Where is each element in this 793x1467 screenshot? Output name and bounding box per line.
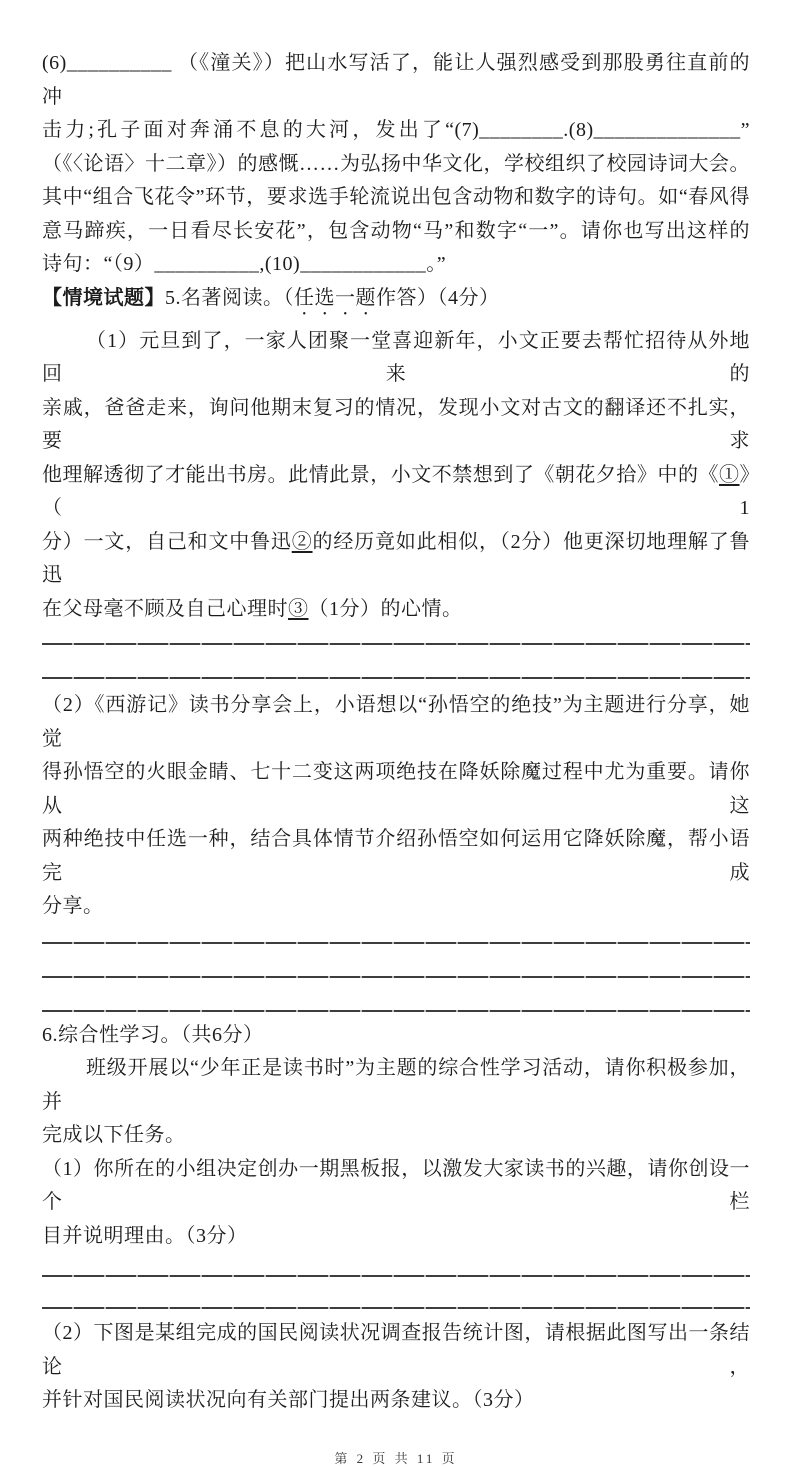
q6-part2-line: 并针对国民阅读状况向有关部门提出两条建议。（3分） — [42, 1389, 535, 1411]
q5-part1-line-text: 的经历竟如此相似，（2分）他更深切地理解了鲁迅 — [42, 530, 751, 586]
q5-part1-line-text: 他理解透彻了才能出书房。此情此景，小文不禁想到了《朝花夕拾》中的《 — [42, 463, 719, 486]
q5-part1-line-text: 在父母毫不顾及自己心理时 — [42, 597, 288, 620]
q5-heading-emphasis: 任选一题 — [294, 286, 376, 309]
page-footer: 第 2 页 共 11 页 — [334, 1450, 458, 1466]
q5-part2-line: 分享。 — [42, 895, 104, 917]
answer-line — [42, 1275, 750, 1277]
q5-part2-line: （2）《西游记》读书分享会上，小语想以“孙悟空的绝技”为主题进行分享，她觉 — [42, 694, 750, 750]
q4-line: 诗句：“（9）__________,(10)____________。” — [42, 253, 447, 275]
q5-heading-pre: 5.名著阅读。（ — [165, 286, 294, 309]
answer-line — [42, 1010, 750, 1012]
q6-intro-line: 班级开展以“少年正是读书时”为主题的综合性学习活动，请你积极参加，并 — [42, 1057, 750, 1113]
q4-line: 意马蹄疾，一日看尽长安花”，包含动物“马”和数字“一”。请你也写出这样的 — [42, 219, 750, 242]
question-5 — [42, 282, 750, 1012]
q6-part2 — [42, 1317, 750, 1418]
q4-line: （《〈论语〉十二章》）的感慨……为弘扬中华文化，学校组织了校园诗词大会。 — [42, 152, 750, 175]
q5-part1-line-text: （1分）的心情。 — [308, 597, 463, 620]
answer-line — [42, 942, 750, 944]
q6-heading: 6.综合性学习。（共6分） — [42, 1023, 264, 1046]
q5-heading-tag: 【情境试题】 — [42, 286, 165, 309]
answer-line — [42, 677, 750, 679]
q5-part1-line: 亲戚，爸爸走来，询问他期末复习的情况，发现小文对古文的翻译还不扎实，要求 — [42, 396, 750, 452]
q5-part2 — [42, 689, 750, 924]
q5-part1 — [42, 325, 750, 627]
q5-part1-line: （1）元旦到了，一家人团聚一堂喜迎新年，小文正要去帮忙招待从外地回来的 — [42, 329, 750, 385]
q5-part2-line: 得孙悟空的火眼金睛、七十二变这两项绝技在降妖除魔过程中尤为重要。请你从这 — [42, 761, 750, 817]
q6-intro-line: 完成以下任务。 — [42, 1124, 186, 1146]
answer-line — [42, 643, 750, 645]
question-6 — [42, 1019, 750, 1418]
blank-marker-1: ① — [718, 463, 740, 486]
q4-line: 击力;孔子面对奔涌不息的大河，发出了“(7)________.(8)______________” — [42, 119, 750, 141]
q4-line: (6)__________ （《潼关》）把山水写活了，能让人强烈感受到那股勇往直前的冲 — [42, 52, 750, 108]
q5-part1-line-text: 》（1 — [42, 463, 750, 519]
blank-marker-3: ③ — [288, 597, 309, 620]
q5-part1-line — [42, 526, 750, 593]
q5-part1-line — [42, 593, 750, 627]
answer-line — [42, 976, 750, 978]
q6-part1-line: （1）你所在的小组决定创办一期黑板报，以激发大家读书的兴趣，请你创设一个栏 — [42, 1157, 750, 1213]
q5-part1-line — [42, 459, 750, 526]
answer-line — [42, 1307, 750, 1309]
question-4 — [42, 47, 750, 282]
q5-heading-post: 作答）（4分） — [376, 286, 500, 309]
q6-part1-line: 目并说明理由。（3分） — [42, 1224, 248, 1247]
q6-part2-line: （2）下图是某组完成的国民阅读状况调查报告统计图，请根据此图写出一条结论， — [42, 1322, 750, 1378]
q5-part1-line-text: 分）一文，自己和文中鲁迅 — [42, 530, 292, 553]
blank-marker-2: ② — [291, 530, 313, 553]
q5-heading — [42, 282, 750, 320]
q4-line: 其中“组合飞花令”环节，要求选手轮流说出包含动物和数字的诗句。如“春风得 — [42, 186, 750, 208]
q5-part2-line: 两种绝技中任选一种，结合具体情节介绍孙悟空如何运用它降妖除魔，帮小语完成 — [42, 828, 750, 884]
